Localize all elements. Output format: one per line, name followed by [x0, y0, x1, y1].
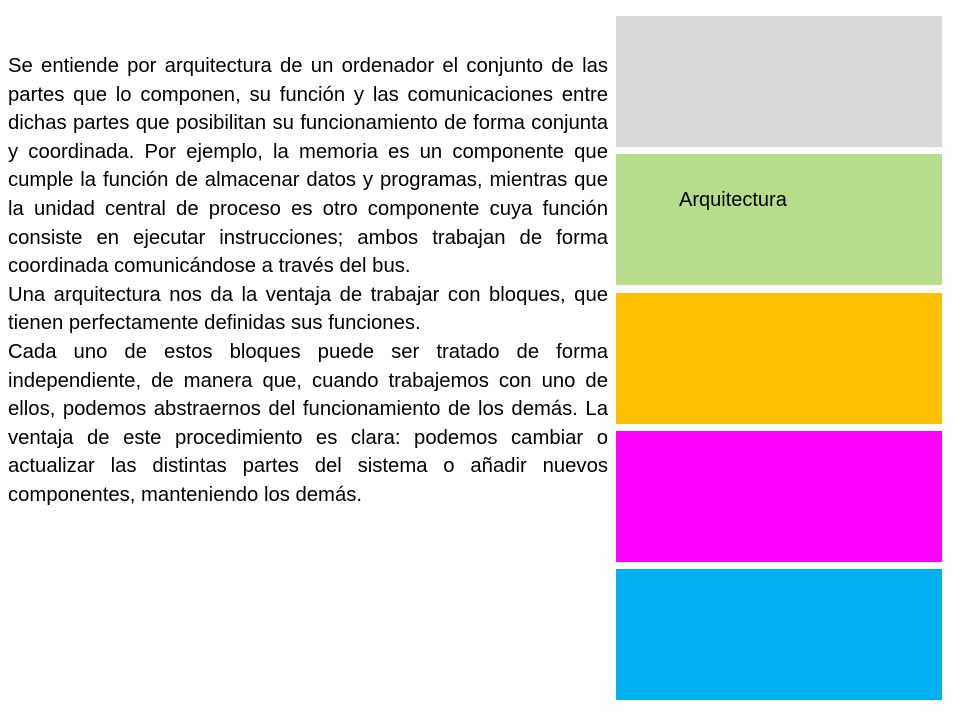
gray-block [616, 16, 942, 147]
green-block [616, 154, 942, 285]
paragraph-block-advantage: Una arquitectura nos da la ventaja de trabajar con bloques, que tienen perfectamente definidas sus funciones. [8, 283, 608, 335]
body-text [8, 52, 608, 510]
blue-block [616, 569, 942, 700]
paragraph-architecture-definition: Se entiende por arquitectura de un ordenador el conjunto de las partes que lo componen, su función y las comunicaciones entre dichas partes que posibilitan su funcionamiento de forma conjunta y coordinada. Por ejemplo, la memoria es un componente que cumple la función de almacenar datos y programas, mientras que la unidad central de proceso es otro componente cuya función consiste en ejecutar instrucciones; ambos trabajan de forma coordinada comunicándose a través del bus. [8, 55, 608, 278]
magenta-block [616, 431, 942, 562]
paragraph-independent-blocks: Cada uno de estos bloques puede ser tratado de forma independiente, de manera que, cuando trabajemos con uno de ellos, podemos abstraernos del funcionamiento de los demás. La ventaja de este procedimiento es clara: podemos cambiar o actualizar las distintas partes del sistema o añadir nuevos componentes, manteniendo los demás. [8, 340, 608, 506]
green-block-label: Arquitectura [679, 189, 787, 211]
color-block-column [616, 16, 942, 700]
orange-block [616, 293, 942, 424]
